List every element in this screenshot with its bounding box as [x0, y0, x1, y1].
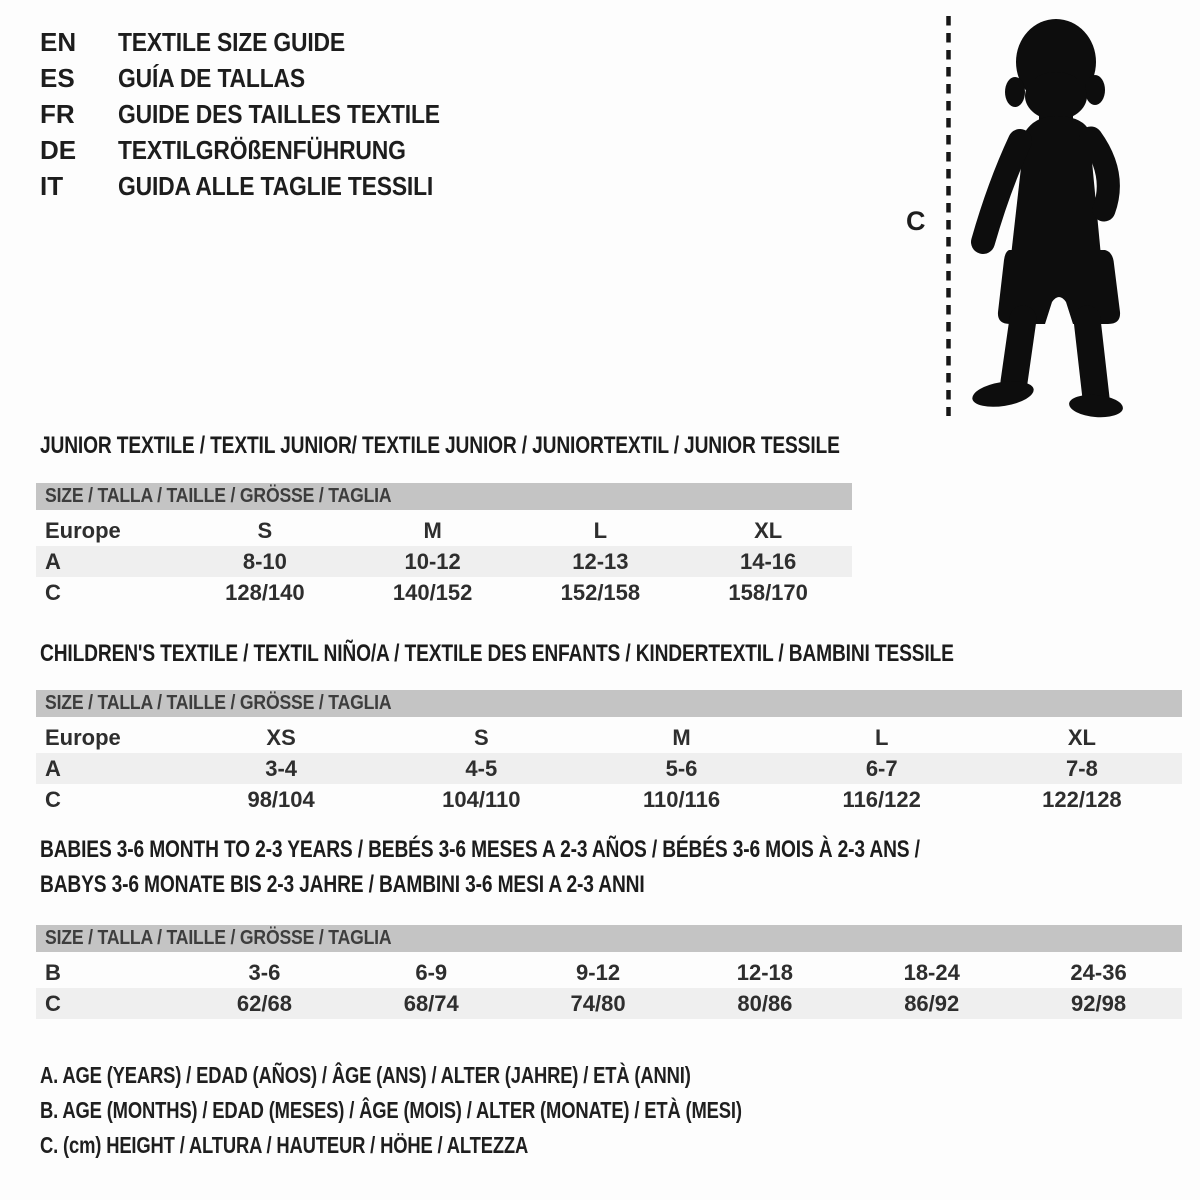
table-row [36, 577, 852, 608]
children-size-table [36, 690, 1182, 815]
table-cell: XL [754, 518, 783, 543]
row-label: Europe [45, 725, 121, 750]
language-label: TEXTILE SIZE GUIDE [118, 27, 345, 57]
table-cell: 24-36 [1070, 960, 1127, 985]
table-cell: 6-9 [415, 960, 448, 985]
babies-size-table [36, 925, 1182, 1019]
table-cell: XL [1067, 725, 1096, 750]
language-code: ES [40, 63, 75, 93]
row-label: A [45, 756, 61, 781]
table-cell: 5-6 [665, 756, 698, 781]
measure-legend [40, 1058, 917, 1163]
row-label: B [45, 960, 61, 985]
table-row [36, 753, 1182, 784]
toddler-silhouette-icon [963, 14, 1138, 424]
table-cell: 7-8 [1066, 756, 1098, 781]
language-code: IT [40, 171, 64, 201]
table-cell: 12-13 [572, 549, 629, 574]
table-body [36, 957, 1182, 1019]
section-title-children: CHILDREN'S TEXTILE / TEXTIL NIÑO/A / TEXTILE DES ENFANTS / KINDERTEXTIL / BAMBINI TESSILE [40, 640, 954, 667]
language-row [40, 168, 484, 204]
table-cell: 9-12 [576, 960, 621, 985]
junior-size-table [36, 483, 852, 608]
row-label: C [45, 580, 61, 605]
section-title-junior: JUNIOR TEXTILE / TEXTIL JUNIOR/ TEXTILE JUNIOR / JUNIORTEXTIL / JUNIOR TESSILE [40, 432, 840, 459]
table-cell: 86/92 [904, 991, 960, 1016]
table-cell: L [593, 518, 608, 543]
table-cell: 122/128 [1042, 787, 1122, 812]
table-cell: S [473, 725, 489, 750]
table-cell: 92/98 [1071, 991, 1127, 1016]
language-row [40, 24, 484, 60]
language-code: DE [40, 135, 77, 165]
table-cell: 62/68 [236, 991, 292, 1016]
legend-line-c: C. (cm) HEIGHT / ALTURA / HAUTEUR / HÖHE / ALTEZZA [40, 1132, 529, 1158]
table-cell: 3-4 [265, 756, 297, 781]
table-body [36, 515, 852, 608]
table-cell: 68/74 [403, 991, 459, 1016]
table-row [36, 957, 1182, 988]
table-cell: S [257, 518, 273, 543]
language-row [40, 60, 484, 96]
table-cell: 80/86 [737, 991, 793, 1016]
table-cell: 98/104 [247, 787, 315, 812]
row-label: Europe [45, 518, 121, 543]
table-cell: 8-10 [242, 549, 287, 574]
table-cell: 18-24 [903, 960, 960, 985]
language-row [40, 96, 484, 132]
table-cell: 104/110 [442, 787, 521, 812]
table-row [36, 546, 852, 577]
table-cell: M [672, 725, 691, 750]
table-cell: 116/122 [842, 787, 921, 812]
table-cell: XS [266, 725, 296, 750]
section-title-babies-line2: BABYS 3-6 MONATE BIS 2-3 JAHRE / BAMBINI 3-6 MESI A 2-3 ANNI [40, 871, 645, 898]
table-row [36, 722, 1182, 753]
row-label: C [45, 991, 61, 1016]
legend-line-b: B. AGE (MONTHS) / EDAD (MESES) / ÂGE (MOIS) / ALTER (MONATE) / ETÀ (MESI) [40, 1097, 742, 1123]
language-label: GUIDE DES TAILLES TEXTILE [118, 99, 440, 129]
row-label: A [45, 549, 61, 574]
height-measure-label: C [906, 206, 926, 236]
table-row [36, 515, 852, 546]
language-label: TEXTILGRÖßENFÜHRUNG [118, 135, 406, 165]
table-cell: 140/152 [392, 580, 473, 605]
section-title-babies-line1: BABIES 3-6 MONTH TO 2-3 YEARS / BEBÉS 3-6 MESES A 2-3 AÑOS / BÉBÉS 3-6 MOIS À 2-3 ANS / [40, 836, 920, 863]
table-cell: 6-7 [865, 756, 898, 781]
language-label: GUÍA DE TALLAS [118, 63, 305, 93]
table-cell: 12-18 [736, 960, 794, 985]
language-label: GUIDA ALLE TAGLIE TESSILI [118, 171, 434, 201]
table-row [36, 784, 1182, 815]
legend-line-a: A. AGE (YEARS) / EDAD (AÑOS) / ÂGE (ANS) / ALTER (JAHRE) / ETÀ (ANNI) [40, 1062, 691, 1088]
language-row [40, 132, 484, 168]
table-cell: M [423, 518, 442, 543]
table-cell: 152/158 [560, 580, 641, 605]
table-header: SIZE / TALLA / TAILLE / GRÖSSE / TAGLIA [36, 690, 1182, 717]
table-cell: 74/80 [570, 991, 626, 1016]
language-code: FR [40, 99, 75, 129]
table-body [36, 722, 1182, 815]
table-cell: 3-6 [248, 960, 281, 985]
table-cell: 110/116 [642, 787, 721, 812]
table-cell: 158/170 [728, 580, 808, 605]
language-code: EN [40, 27, 77, 57]
table-header: SIZE / TALLA / TAILLE / GRÖSSE / TAGLIA [36, 925, 1182, 952]
table-row [36, 988, 1182, 1019]
table-cell: L [874, 725, 889, 750]
table-cell: 10-12 [404, 549, 461, 574]
height-dashed-line [944, 16, 953, 421]
table-cell: 128/140 [225, 580, 305, 605]
table-cell: 4-5 [465, 756, 498, 781]
table-cell: 14-16 [739, 549, 797, 574]
row-label: C [45, 787, 61, 812]
language-list [40, 24, 484, 204]
table-header: SIZE / TALLA / TAILLE / GRÖSSE / TAGLIA [36, 483, 852, 510]
